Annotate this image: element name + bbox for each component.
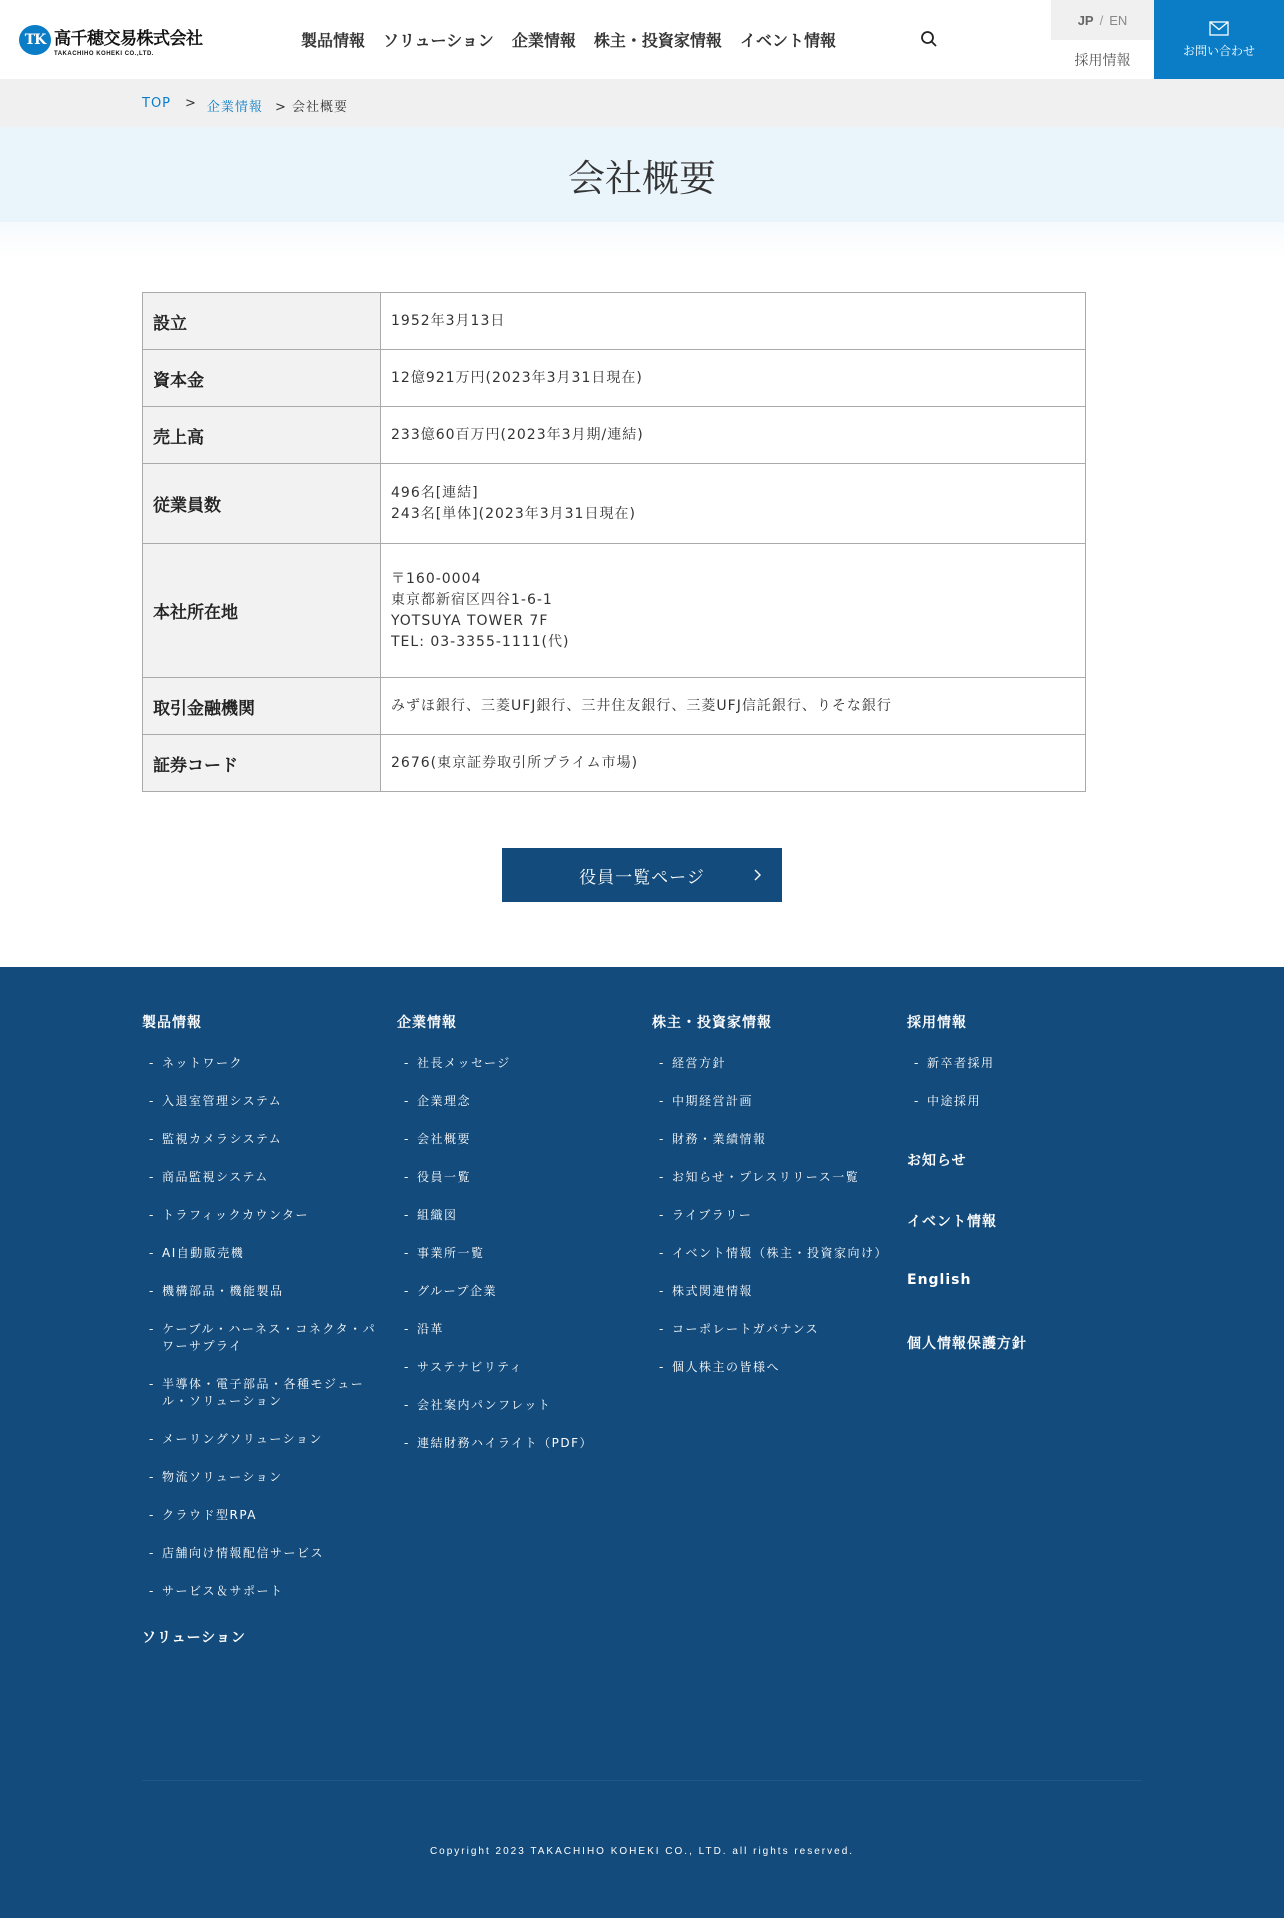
- footer-link[interactable]: - クラウド型RPA: [142, 1507, 382, 1524]
- table-row: [143, 735, 1086, 792]
- table-row: [143, 407, 1086, 464]
- page-title: 会社概要: [568, 157, 716, 200]
- nav-investors[interactable]: 株主・投資家情報: [593, 31, 722, 50]
- footer-heading-investors[interactable]: 株主・投資家情報: [652, 1015, 772, 1031]
- footer-link[interactable]: - 企業理念: [397, 1093, 637, 1110]
- footer-link[interactable]: - ネットワーク: [142, 1055, 382, 1072]
- logo-name-jp: 高千穂交易株式会社: [54, 28, 203, 49]
- footer-link[interactable]: - 役員一覧: [397, 1169, 637, 1186]
- footer-link[interactable]: - 機構部品・機能製品: [142, 1283, 382, 1300]
- footer-link[interactable]: - 監視カメラシステム: [142, 1131, 382, 1148]
- value-line: 東京都新宿区四谷1-6-1: [391, 591, 553, 608]
- value-line: TEL: 03-3355-1111(代): [391, 633, 570, 650]
- footer-link[interactable]: - サービス＆サポート: [142, 1583, 382, 1600]
- footer-link[interactable]: - 物流ソリューション: [142, 1469, 382, 1486]
- footer-link[interactable]: - 店舗向け情報配信サービス: [142, 1545, 382, 1562]
- contact-label: お問い合わせ: [1182, 43, 1255, 58]
- breadcrumb-top[interactable]: TOP: [142, 96, 172, 111]
- title-fade: [0, 222, 1284, 260]
- nav-solutions[interactable]: ソリューション: [383, 31, 494, 50]
- table-row: [143, 678, 1086, 735]
- footer-link[interactable]: - 中期経営計画: [652, 1093, 902, 1110]
- value-line: 233億60百万円(2023年3月期/連結): [391, 426, 644, 443]
- lang-en[interactable]: EN: [1109, 12, 1128, 28]
- row-value: [381, 293, 1086, 350]
- breadcrumb: [142, 96, 348, 115]
- row-value: [381, 678, 1086, 735]
- breadcrumb-company[interactable]: 企業情報: [206, 100, 263, 115]
- footer-link[interactable]: - サステナビリティ: [397, 1359, 637, 1376]
- footer-link[interactable]: - 会社案内パンフレット: [397, 1397, 637, 1414]
- footer-link[interactable]: - 経営方針: [652, 1055, 902, 1072]
- footer-link[interactable]: - 連結財務ハイライト（PDF）: [397, 1435, 637, 1452]
- row-label: 証券コード: [143, 735, 381, 792]
- search-icon[interactable]: [920, 30, 938, 48]
- value-line: 496名[連結]: [391, 484, 479, 501]
- officers-page-label: 役員一覧ページ: [579, 867, 705, 888]
- footer-link[interactable]: - コーポレートガバナンス: [652, 1321, 902, 1338]
- footer-link[interactable]: - ケーブル・ハーネス・コネクタ・パワーサプライ: [142, 1321, 382, 1355]
- row-label: 資本金: [143, 350, 381, 407]
- table-row: [143, 293, 1086, 350]
- footer-link-english[interactable]: English: [907, 1272, 972, 1288]
- footer-divider: [142, 1780, 1142, 1781]
- company-info-table: [142, 292, 1086, 792]
- footer-link-events[interactable]: イベント情報: [907, 1214, 997, 1230]
- footer-col-products: [142, 1012, 382, 1647]
- footer-link[interactable]: - トラフィックカウンター: [142, 1207, 382, 1224]
- value-line: 243名[単体](2023年3月31日現在): [391, 505, 636, 522]
- footer-link[interactable]: - 商品監視システム: [142, 1169, 382, 1186]
- row-value: [381, 735, 1086, 792]
- footer-heading-company[interactable]: 企業情報: [397, 1015, 457, 1031]
- footer-link[interactable]: - グループ企業: [397, 1283, 637, 1300]
- breadcrumb-separator: >: [185, 96, 197, 111]
- row-value: [381, 407, 1086, 464]
- footer-link[interactable]: - 入退室管理システム: [142, 1093, 382, 1110]
- footer-link[interactable]: - 沿革: [397, 1321, 637, 1338]
- footer-link[interactable]: - 会社概要: [397, 1131, 637, 1148]
- footer-link[interactable]: - AI自動販売機: [142, 1245, 382, 1262]
- footer-link[interactable]: - 事業所一覧: [397, 1245, 637, 1262]
- logo-name-en: TAKACHIHO KOHEKI CO.,LTD.: [54, 50, 154, 57]
- lang-separator: /: [1099, 12, 1104, 28]
- footer-link[interactable]: - 新卒者採用: [907, 1055, 1137, 1072]
- table-row: [143, 544, 1086, 678]
- footer-link[interactable]: - 財務・業績情報: [652, 1131, 902, 1148]
- row-label: 本社所在地: [143, 544, 381, 678]
- nav-products[interactable]: 製品情報: [301, 31, 366, 50]
- value-line: 12億921万円(2023年3月31日現在): [391, 369, 643, 386]
- footer-link[interactable]: - 組織図: [397, 1207, 637, 1224]
- value-line: 1952年3月13日: [391, 312, 506, 329]
- row-value: [381, 464, 1086, 544]
- footer-heading-recruit[interactable]: 採用情報: [907, 1015, 967, 1031]
- footer-link[interactable]: - メーリングソリューション: [142, 1431, 382, 1448]
- site-header: [0, 0, 1284, 79]
- global-nav: [301, 28, 854, 51]
- site-footer: [0, 967, 1284, 1918]
- language-switcher: [1051, 0, 1154, 40]
- value-line: 2676(東京証券取引所プライム市場): [391, 754, 639, 771]
- footer-col-investors: [652, 1012, 902, 1397]
- row-label: 設立: [143, 293, 381, 350]
- footer-link[interactable]: - 社長メッセージ: [397, 1055, 637, 1072]
- table-row: [143, 464, 1086, 544]
- row-label: 従業員数: [143, 464, 381, 544]
- row-label: 取引金融機関: [143, 678, 381, 735]
- footer-heading-solutions[interactable]: ソリューション: [142, 1630, 247, 1646]
- table-row: [143, 350, 1086, 407]
- footer-link[interactable]: - 中途採用: [907, 1093, 1137, 1110]
- recruit-link[interactable]: 採用情報: [1051, 40, 1154, 79]
- contact-button[interactable]: [1154, 0, 1284, 79]
- footer-link[interactable]: - 株式関連情報: [652, 1283, 902, 1300]
- footer-link[interactable]: - 個人株主の皆様へ: [652, 1359, 902, 1376]
- lang-jp[interactable]: JP: [1077, 12, 1094, 28]
- value-line: 〒160-0004: [391, 570, 482, 587]
- footer-col-recruit: [907, 1012, 1137, 1131]
- footer-link[interactable]: - お知らせ・プレスリリース一覧: [652, 1169, 902, 1186]
- copyright: Copyright 2023 TAKACHIHO KOHEKI CO., LTD. all rights reserved.: [429, 1846, 855, 1857]
- row-value: [381, 350, 1086, 407]
- breadcrumb-bar: [0, 79, 1284, 127]
- row-label: 売上高: [143, 407, 381, 464]
- chevron-right-icon: [752, 868, 762, 882]
- nav-events[interactable]: イベント情報: [739, 31, 836, 50]
- footer-link[interactable]: - イベント情報（株主・投資家向け）: [652, 1245, 902, 1262]
- officers-page-button[interactable]: [502, 848, 782, 902]
- breadcrumb-current: > 会社概要: [274, 100, 348, 115]
- footer-link[interactable]: - 半導体・電子部品・各種モジュール・ソリューション: [142, 1376, 382, 1410]
- footer-heading-products[interactable]: 製品情報: [142, 1015, 202, 1031]
- mail-icon: [1209, 21, 1229, 36]
- company-logo[interactable]: [19, 25, 203, 55]
- footer-link-privacy[interactable]: 個人情報保護方針: [907, 1336, 1027, 1352]
- footer-link-news[interactable]: お知らせ: [907, 1153, 967, 1169]
- value-line: YOTSUYA TOWER 7F: [391, 612, 549, 629]
- logo-mark: TK: [19, 25, 51, 55]
- nav-company[interactable]: 企業情報: [511, 31, 576, 50]
- footer-link[interactable]: - ライブラリー: [652, 1207, 902, 1224]
- value-line: みずほ銀行、三菱UFJ銀行、三井住友銀行、三菱UFJ信託銀行、りそな銀行: [391, 697, 892, 714]
- row-value: [381, 544, 1086, 678]
- footer-col-company: [397, 1012, 637, 1473]
